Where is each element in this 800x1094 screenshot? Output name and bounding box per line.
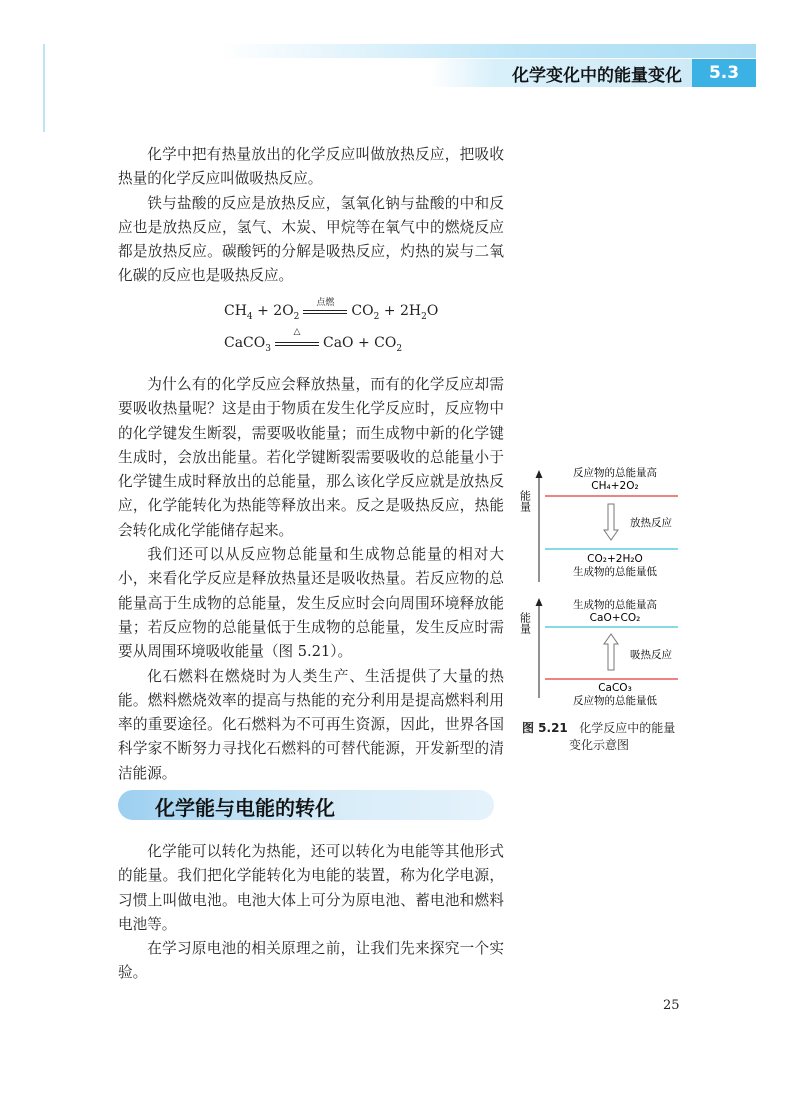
intro-text <box>118 143 504 289</box>
header-band <box>220 44 756 58</box>
paragraph: 化学中把有热量放出的化学反应叫做放热反应，把吸收热量的化学反应叫做吸热反应。 <box>118 146 504 188</box>
caption-label: 图 5.21 <box>522 721 568 735</box>
section-text <box>118 840 504 986</box>
low-level-label: 反应物的总能量低 <box>573 695 657 707</box>
low-level-label: 生成物的总能量低 <box>573 566 657 578</box>
paragraph: 化石燃料在燃烧时为人类生产、生活提供了大量的热能。燃料燃烧效率的提高与热能的充分利用是提高燃料利用率的重要途径。化石燃料为不可再生资源，因此，世界各国科学家不断努力寻找化石燃料的可替代能源，开发新型的清洁能源。 <box>118 667 504 782</box>
reaction-condition: △ <box>293 327 301 337</box>
low-level-formula: CaCO₃ <box>598 682 632 694</box>
paragraph: 我们还可以从反应物总能量和生成物总能量的相对大小，来看化学反应是释放热量还是吸收热量。若反应物的总能量高于生成物的总能量，发生反应时会向周围环境释放能量；若反应物的总能量低于生成物的总能量，发生反应时需要从周围环境吸收能量（图 5.21）。 <box>118 546 504 661</box>
equation-methane-combustion: $CH_4 + 2O_2$ 点燃 $CO_2 + 2H_2O$ <box>224 303 438 322</box>
axis-arrow-icon <box>536 598 543 606</box>
endothermic-diagram <box>519 598 679 707</box>
figure-caption <box>522 720 675 754</box>
page-number: 25 <box>663 998 680 1013</box>
up-arrow-icon <box>604 634 618 670</box>
high-level-label: 生成物的总能量高 <box>573 599 657 611</box>
reaction-double-line <box>275 327 319 350</box>
paragraph: 铁与盐酸的反应是放热反应，氢氧化钠与盐酸的中和反应也是放热反应，氢气、木炭、甲烷等在氧气中的燃烧反应都是放热反应。碳酸钙的分解是吸热反应，灼热的炭与二氧化碳的反应也是吸热反应。 <box>118 194 504 285</box>
down-arrow-icon <box>604 504 618 540</box>
axis-label: 能量 <box>518 612 532 634</box>
chapter-title: 化学变化中的能量变化 <box>430 59 692 87</box>
high-level-label: 反应物的总能量高 <box>573 467 657 479</box>
equation-calcium-carbonate-decomposition: CaCO$_3$ △ CaO + $CO_2$ <box>224 327 403 354</box>
axis-arrow-icon <box>536 470 543 478</box>
reaction-double-line <box>303 298 347 318</box>
arrow-label: 吸热反应 <box>630 649 672 661</box>
high-level-formula: CaO+CO₂ <box>589 612 641 624</box>
left-margin-rule <box>43 44 45 132</box>
high-level-formula: CH₄+2O₂ <box>591 480 639 492</box>
low-level-formula: CO₂+2H₂O <box>587 553 643 565</box>
section-number-badge: 5.3 <box>692 59 756 87</box>
axis-label: 能量 <box>518 490 532 512</box>
energy-diagram <box>515 462 690 707</box>
reaction-condition: 点燃 <box>316 298 335 308</box>
paragraph: 为什么有的化学反应会释放热量，而有的化学反应却需要吸收热量呢？这是由于物质在发生化学反应时，反应物中的化学键发生断裂，需要吸收能量；而生成物中新的化学键生成时，会放出能量。若化学键断裂需要吸收的总能量小于化学键生成时释放出的总能量，那么该化学反应就是放热反应，化学能转化为热能等释放出来。反之是吸热反应，热能会转化成化学能储存起来。 <box>118 376 504 539</box>
caption-line2: 变化示意图 <box>569 738 630 752</box>
exothermic-diagram <box>519 466 679 582</box>
body-text <box>118 373 504 786</box>
arrow-label: 放热反应 <box>630 517 672 529</box>
section-title: 化学能与电能的转化 <box>155 796 335 820</box>
paragraph: 化学能可以转化为热能，还可以转化为电能等其他形式的能量。我们把化学能转化为电能的装置，称为化学电源，习惯上叫做电池。电池大体上可分为原电池、蓄电池和燃料电池等。 <box>118 843 504 933</box>
paragraph: 在学习原电池的相关原理之前，让我们先来探究一个实验。 <box>118 940 504 982</box>
caption-line1: 化学反应中的能量 <box>579 721 676 735</box>
